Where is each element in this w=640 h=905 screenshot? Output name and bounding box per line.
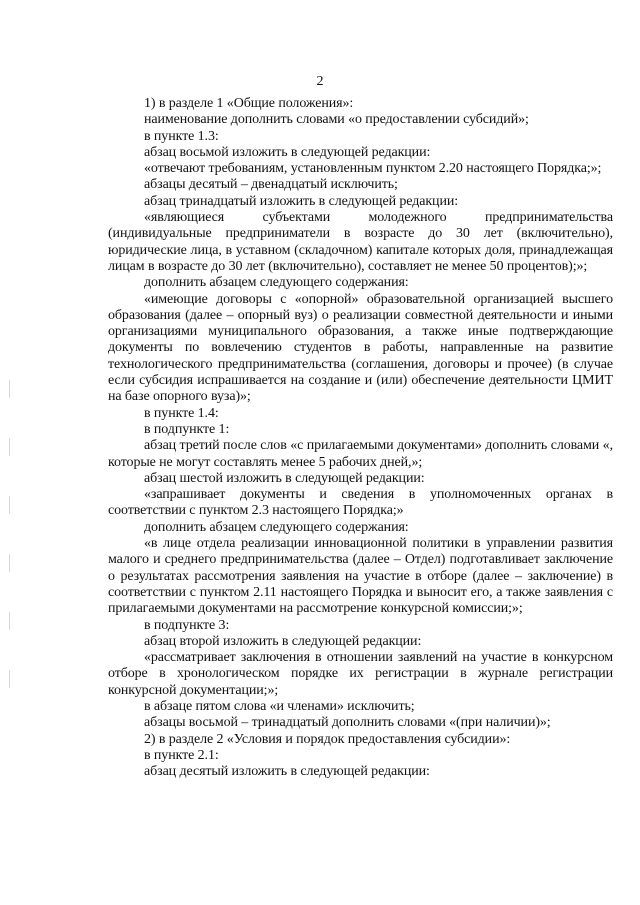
document-body <box>108 96 613 780</box>
paragraph: в подпункте 1: <box>144 421 230 437</box>
paragraph: абзац шестой изложить в следующей редакции: <box>144 470 425 486</box>
paragraph: в подпункте 3: <box>144 617 230 633</box>
paragraph: абзац тринадцатый изложить в следующей редакции: <box>144 193 459 209</box>
paragraph: «отвечают требованиям, установленным пунктом 2.20 настоящего Порядка;»; <box>144 161 602 177</box>
paragraph: 1) в разделе 1 «Общие положения»: <box>144 96 354 111</box>
page-number: 2 <box>316 74 324 89</box>
paragraph: дополнить абзацем следующего содержания: <box>144 275 409 291</box>
paragraph: «в лице отдела реализации инновационной политики в управлении развития малого и среднего предпринимательства (далее – Отдел) подготавливает заключение о результатах рассмотрения заявления на участие в отборе (далее – заключение) в соответствии с пунктом 2.11 настоящего Порядка и выносит его, а также заявления с прилагаемыми документами на рассмотрение конкурсной комиссии;»; <box>108 536 613 617</box>
paragraph: «рассматривает заключения в отношении заявлений на участие в конкурсном отборе в хронологическом порядке их регистрации в журнале регистрации конкурсной документации;»; <box>108 650 613 698</box>
paragraph: абзац второй изложить в следующей редакции: <box>144 633 422 649</box>
paragraph: в пункте 2.1: <box>144 747 219 763</box>
scan-mark <box>9 438 10 456</box>
paragraph: в пункте 1.4: <box>144 405 219 421</box>
scan-mark <box>9 612 10 630</box>
paragraph: наименование дополнить словами «о предоставлении субсидий»; <box>144 112 529 128</box>
scan-mark <box>9 670 10 688</box>
scan-mark <box>9 496 10 514</box>
paragraph: в абзаце пятом слова «и членами» исключить; <box>144 698 415 714</box>
paragraph: «являющиеся субъектами молодежного предпринимательства (индивидуальные предприниматели в возрасте до 30 лет (включительно), юридические лица, в уставном (складочном) капитале которых доля, принадлежащая лицам в возрасте до 30 лет (включительно), составляет не менее 50 процентов);»; <box>108 210 613 274</box>
paragraph: абзацы восьмой – тринадцатый дополнить словами «(при наличии)»; <box>144 715 551 731</box>
paragraph: дополнить абзацем следующего содержания: <box>144 519 409 535</box>
scan-mark <box>9 554 10 572</box>
paragraph: 2) в разделе 2 «Условия и порядок предоставления субсидии»: <box>144 731 511 747</box>
paragraph: абзац восьмой изложить в следующей редакции: <box>144 144 431 160</box>
paragraph: «имеющие договоры с «опорной» образовательной организацией высшего образования (далее – опорный вуз) о реализации совместной деятельности и иными организациями муниципального образования, а также иные подтверждающие документы по вовлечению студентов в работы, направленные на развитие технологического предпринимательства (соглашения, договоры и прочее) (в случае если субсидия испрашивается на создание и (или) обеспечение деятельности ЦМИТ на базе опорного вуза)»; <box>108 291 613 405</box>
scan-mark <box>9 380 10 398</box>
scan-margin-marks <box>8 380 12 800</box>
paragraph: абзац третий после слов «с прилагаемыми документами» дополнить словами «, которые не могут составлять менее 5 рабочих дней,»; <box>108 438 613 470</box>
paragraph: абзацы десятый – двенадцатый исключить; <box>144 177 398 193</box>
paragraph: «запрашивает документы и сведения в уполномоченных органах в соответствии с пунктом 2.3 настоящего Порядка;» <box>108 487 613 519</box>
paragraph: в пункте 1.3: <box>144 128 219 144</box>
paragraph: абзац десятый изложить в следующей редакции: <box>144 764 430 780</box>
